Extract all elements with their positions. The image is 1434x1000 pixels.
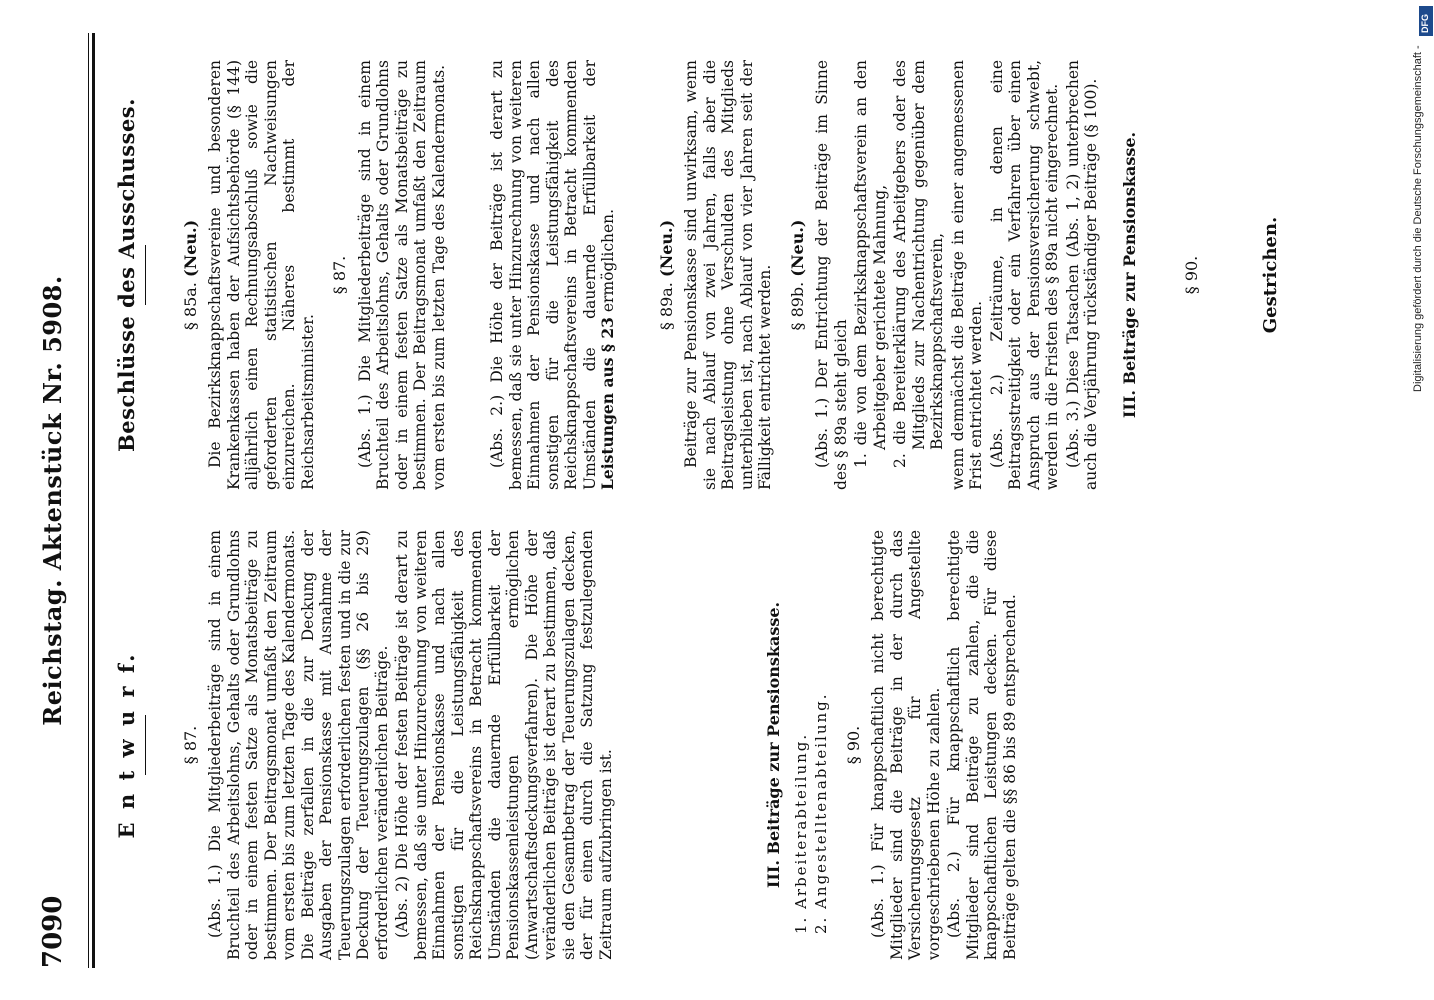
header-rule-thin (88, 33, 89, 968)
digitization-credit-sidebar (1404, 0, 1434, 1000)
column-title-beschluesse: Beschlüsse des Ausschusses. (114, 98, 139, 452)
paragraph: (Abs. 1.) Die Mitgliederbeiträge sind in einem Bruchteil des Arbeitslohns, Gehalts oder Grundlohns oder in einem festen Satze als Monatsbeiträge zu bestimmen. Der Beitragsmonat umfaßt den Zeitraum vom ersten bis zum letzten Tage des Kalendermonats. (355, 60, 448, 490)
dfg-logo-text: DFG (1420, 14, 1430, 33)
text-run: (Abs. 2.) Die Höhe der Beiträge ist derart zu bemessen, daß sie unter Hinzurechnung von weiteren Einnahmen der Pensionskasse und nach allen sonstigen für die Leistungsfähigkeit des Reichsknappschaftsvereins in Betracht kommenden Umständen die dauernde Erfüllbarkeit der (488, 60, 599, 490)
section-heading (789, 60, 808, 490)
paragraph: (Abs. 1.) Für knappschaftlich nicht berechtigte Mitglieder sind die Beiträge in der durch das Versicherungsgesetz für Angestellte vorgeschriebenen Höhe zu zahlen. (869, 530, 943, 960)
column-beschluesse (112, 60, 1280, 490)
paragraph: (Abs. 1.) Der Entrichtung der Beiträge im Sinne des § 89a steht gleich (813, 60, 850, 490)
section-number: § 85a. (180, 282, 200, 331)
digitization-credit: Digitalisierung gefördert durch die Deutsche Forschungsgemeinschaft - (1412, 45, 1424, 392)
page-header (30, 33, 86, 968)
paragraph: Beiträge zur Pensionskasse sind unwirksam, wenn sie nach Ablauf von zwei Jahren, falls aber die Beitragsleistung ohne Verschulden des Mitglieds unterblieben ist, nach Ablauf von vier Jahren seit der Fälligkeit entrichtet werden. (682, 60, 774, 490)
paragraph: (Abs. 2) Die Höhe der festen Beiträge ist derart zu bemessen, daß sie unter Hinzurechnung von weiteren Einnahmen der Pensionskasse und nach allen sonstigen für die Leistungsfähigkeit des Reichsknappschaftsvereins in Betracht kommenden Umständen die dauernde Erfüllbarkeit der Pensionskassenleistungen ermöglichen (Anwartschaftsdeckungsverfahren). Die Höhe der veränderlichen Beiträge ist derart zu bestimmen, daß sie den Gesamtbetrag der Teuerungszulagen decken, der für einen durch die Satzung festzulegenden Zeitraum aufzubringen ist. (393, 530, 615, 960)
section-heading: § 87. (330, 255, 349, 295)
title-rule (145, 245, 146, 305)
paragraph: Die Bezirksknappschaftsvereine und besonderen Krankenkassen haben der Aufsichtsbehörde (§ 144) alljährlich einen Rechnungsabschluß sowie die geforderten statistischen Nachweisungen einzureichen. Näheres bestimmt der Reichsarbeitsminister. (206, 60, 317, 490)
part-title: III. Beiträge zur Pensionskasse. (764, 601, 783, 889)
paragraph: (Abs. 1.) Die Mitgliederbeiträge sind in einem Bruchteil des Arbeitslohns, Gehalts oder Grundlohns oder in einem festen Satze als Monatsbeiträge zu bestimmen. Der Beitragsmonat umfaßt den Zeitraum vom ersten bis zum letzten Tage des Kalendermonats. Die Beiträge zerfallen in die zur Deckung der Ausgaben der Pensionskasse mit Ausnahme der Teuerungszulagen erforderlichen festen und in die zur Deckung der Teuerungszulagen (§§ 26 bis 29) erforderlichen veränderlichen Beiträge. (206, 530, 391, 960)
subsection-label: 2. Angestelltenabteilung. (812, 692, 830, 934)
paragraph: (Abs. 2.) Für knappschaftlich berechtigte Mitglieder sind Beiträge zu zahlen, die die knappschaftlichen Leistungen decken. Für diese Beiträge gelten die §§ 86 bis 89 entsprechend. (945, 530, 1019, 960)
section-heading: § 90. (1182, 255, 1201, 295)
paragraph: wenn demnächst die Beiträge in einer angemessenen Frist entrichtet werden. (948, 60, 985, 490)
subsection-label: 1. Arbeiterabteilung. (791, 732, 810, 934)
page-number: 7090 (38, 895, 68, 968)
bold-text-run: Leistungen aus § 23 (598, 317, 617, 490)
part-title: III. Beiträge zur Pensionskasse. (1119, 131, 1139, 419)
paragraph: (Abs. 2.) Zeiträume, in denen eine Beitragsstreitigkeit oder ein Verfahren über einen Anspruch aus der Pensionsversicherung schwebt, werden in die Fristen des § 89a nicht eingerechnet. (987, 60, 1061, 490)
neu-marker: (Neu.) (787, 219, 807, 277)
list-item: 1. die von dem Bezirksknappschaftsverein an den Arbeitgeber gerichtete Mahnung, (852, 60, 889, 468)
column-entwurf (112, 530, 1021, 960)
section-number: § 89a. (656, 282, 676, 331)
rotated-document-frame (30, 33, 1390, 968)
paragraph: (Abs. 3.) Diese Tatsachen (Abs. 1, 2) unterbrechen auch die Verjährung rückständiger Beiträge (§ 100). (1063, 60, 1100, 490)
neu-marker: (Neu.) (656, 219, 676, 277)
section-heading (182, 60, 201, 490)
header-title: Reichstag. Aktenstück Nr. 5908. (38, 275, 67, 726)
text-run: ermöglichen. (599, 208, 617, 318)
paragraph (488, 60, 618, 490)
dfg-logo (1419, 6, 1433, 36)
title-rule (145, 715, 146, 775)
section-heading: § 87. (180, 725, 200, 765)
neu-marker: (Neu.) (180, 219, 200, 277)
list-item: 2. die Bereiterklärung des Arbeitgebers oder des Mitglieds zur Nachentrichtung gegenüber dem Bezirksknappschaftsverein, (891, 60, 946, 468)
section-number: § 89b. (787, 281, 807, 331)
header-rule-thick (92, 33, 95, 968)
section-heading (658, 60, 677, 490)
section-heading: § 90. (843, 725, 863, 765)
column-title-entwurf: E n t w u r f. (114, 651, 139, 839)
gestrichen-note: Gestrichen. (1259, 216, 1281, 334)
